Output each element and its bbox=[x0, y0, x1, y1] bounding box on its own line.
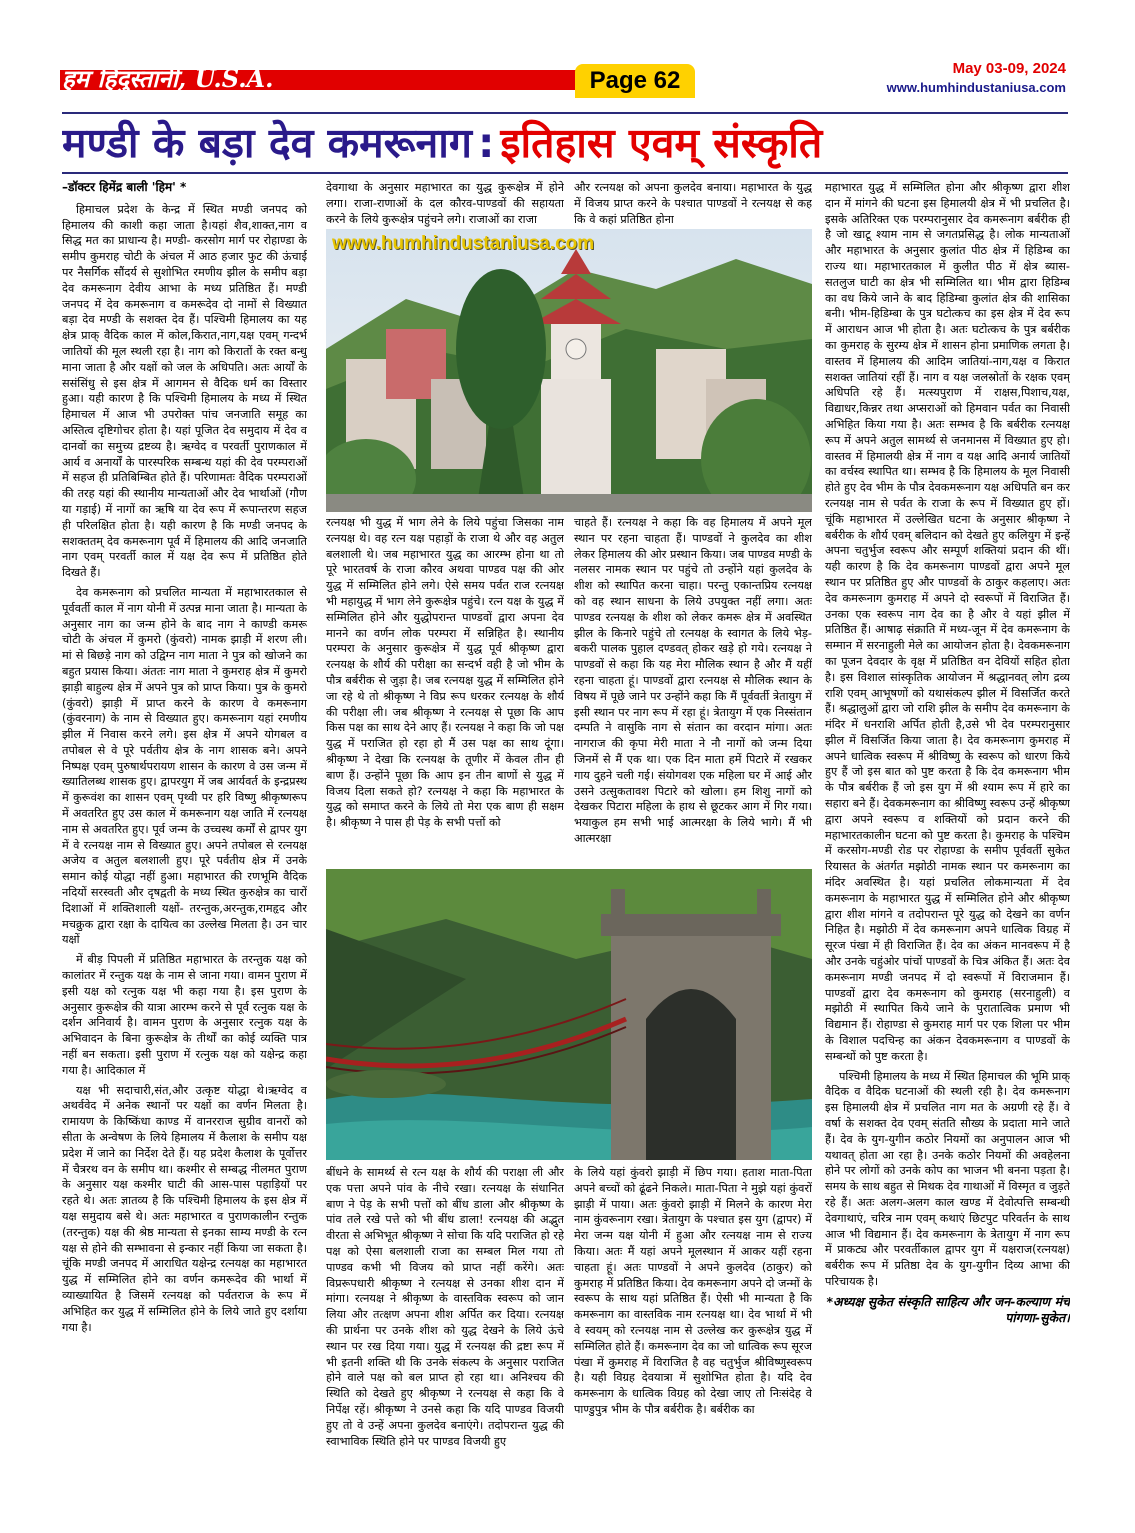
headline-part-1: मण्डी के बड़ा देव कमरूनाग bbox=[62, 119, 472, 167]
paragraph: महाभारत युद्ध में सम्मिलित होना और श्रीकृष्ण द्वारा शीश दान में मांगने की घटना इस हिमालयी क्षेत्र में भी प्रचलित है। इसके अतिरिक्त एक परम्परानुसार देव कमरूनाग बर्बरीक ही है जो खाटू श्याम नाम से जगतप्रसिद्ध है। लोक मान्यताओं और महाभारत के अनुसार कुलांत पीठ क्षेत्र में हिडिम्ब का राज्य था। महाभारतकाल में कुलीत पीठ में क्षेत्र ब्यास-सतलुज घाटी का क्षेत्र भी सम्मिलित था। भीम द्वारा हिडिम्ब का वध किये जाने के बाद हिडिम्बा कुलांत क्षेत्र की शासिका बनी। भीम-हिडिम्बा के पुत्र घटोत्कच का इस क्षेत्र में देव रूप में आराधन आज भी होता है। अतः घटोत्कच के पुत्र बर्बरीक का कुमराह के सुरम्य क्षेत्र में शासन होना प्रमाणिक लगता है। वास्तव में हिमालय की आदिम जातियां-नाग,यक्ष व किरात सशक्त जातियां रहीं हैं। नाग व यक्ष जलस्रोतों के रक्षक एवम् अधिपति रहे हैं। मत्स्यपुराण में राक्षस,पिशाच,यक्ष, विद्याधर,किन्नर तथा अप्सराओं को हिमवान पर्वत का निवासी अभिहित किया गया है। अतः सम्भव है कि बर्बरीक रत्नयक्ष रूप में अपने अतुल सामर्थ्य से जनमानस में विख्यात हुए हो। वास्तव में हिमालयी क्षेत्र में नाग व यक्ष आदि अनार्य जातियों का वर्चस्व स्थापित था। सम्भव है कि हिमालय के मूल निवासी होते हुए देव भीम के पौत्र देवकमरूनाग यक्ष अधिपति बन कर रत्नयक्ष नाम से पर्वत के राजा के रूप में विख्यात हुए हों। चूंकि महाभारत में उल्लेखित घटना के अनुसार श्रीकृष्ण ने बर्बरीक के शौर्य एवम् बलिदान को देखते हुए कलियुग में इन्हें अपना चतुर्भुज स्वरूप और सम्पूर्ण शक्तियां प्रदान की थीं। यही कारण है कि देव कमरूनाग पाण्डवों द्वारा अपने मूल स्थान पर प्रतिष्ठित हुए और पाण्डवों के ठाकुर कहलाए। अतः देव कमरूनाग कुमराह में अपने दो स्वरूपों में विराजित हैं। उनका एक स्वरूप नाग देव का है और वे यहां झील में प्रतिष्ठित हैं। आषाढ़ संक्राति में मध्य-जून में देव कमरूनाग के सम्मान में सरनाहुली मेले का आयोजन होता है। देवकमरूनाग का पूजन देवदार के वृक्ष में प्रतिष्ठित वन देवियों सहित होता है। इस विशाल सांस्कृतिक आयोजन में श्रद्धानवत् लोग द्रव्य राशि एवम् आभूषणों को यथासंकल्प झील में विसर्जित करते हैं। श्रद्धालुओं द्वारा जो राशि झील के समीप देव कमरूनाग के मंदिर में धनराशि अर्पित होती है,उसे भी देव परम्परानुसार झील में विसर्जित किया जाता है। देव कमरूनाग कुमराह में अपने धात्विक स्वरूप में श्रीविष्णु के स्वरूप को धारण किये हुए हैं जो इस बात को पुष्ट करता है कि देव कमरूनाग भीम के पौत्र बर्बरीक हैं जो इस युग में श्री श्याम रूप में हारे का सहारा बने हैं। देवकमरूनाग का श्रीविष्णु स्वरूप उन्हें श्रीकृष्ण द्वारा अपने स्वरूप व शक्तियों को प्रदान करने की महाभारतकालीन घटना को पुष्ट करता है। कुमराह के पश्चिम में करसोग-मण्डी रोड पर रोहाण्डा के समीप पूर्ववर्ती सुकेत रियासत के अंतर्गत मझोठी नामक स्थान पर कमरूनाग का मंदिर अवस्थित है। यहां प्रचलित लोकमान्यता में देव कमरूनाग के महाभारत युद्ध में सम्मिलित होने और श्रीकृष्ण द्वारा शीश मांगने व तदोपरान्त पूरे युद्ध को देखने का वर्णन निहित है। मझोठी में देव कमरूनाग अपने धात्विक विग्रह में सूरज पंखा में ही विराजित हैं। देव का अंकन मानवरूप में है और उनके चहुंओर पांचों पाण्डवों के चित्र अंकित हैं। अतः देव कमरूनाग मण्डी जनपद में दो स्वरूपों में विराजमान हैं। पाण्डवों द्वारा देव कमरूनाग को कुमराह (सरनाहुली) व मझोठी में स्थापित किये जाने के पुरातात्विक प्रमाण भी विद्यमान हैं। रोहाण्डा से कुमराह मार्ग पर एक शिला पर भीम के विशाल पदचिन्ह का अंकन देवकमरूनाग व पाण्डवों के सम्बन्धों को पुष्ट करता है। bbox=[825, 181, 1070, 1063]
article-column-1 bbox=[62, 180, 307, 1470]
article-column-4 bbox=[825, 180, 1070, 1480]
headline-part-2: इतिहास एवम् संस्कृति bbox=[500, 119, 823, 167]
article-column-3-bottom bbox=[574, 1165, 812, 1470]
article-column-2-bottom bbox=[326, 1165, 564, 1470]
article-column-3-top bbox=[574, 180, 812, 228]
paragraph: देवगाथा के अनुसार महाभारत का युद्ध कुरूक्षेत्र में होने लगा। राजा-राणाओं के दल कौरव-पाण्डवों की सहायता करने के लिये कुरूक्षेत्र पहुंचने लगे। राजाओं का राजा bbox=[326, 181, 564, 226]
article-column-3-middle bbox=[574, 515, 812, 867]
paragraph: हिमाचल प्रदेश के केन्द्र में स्थित मण्डी जनपद को हिमालय की काशी कहा जाता है।यहां शैव,शाक्त,नाग व सिद्ध मत का प्राधान्य है। मण्डी- करसोग मार्ग पर रोहाण्डा के समीप कुमराह चोटी के अंचल में आठ हजार फुट की ऊंचाई पर नैसर्गिक सौंदर्य से सुशोभित रमणीय झील के समीप बड़ा देव कमरूनाग देवीय आभा के मध्य प्रतिष्ठित हैं। मण्डी जनपद में देव कमरूनाग व कमरूदेव दो नामों से विख्यात बड़ा देव मण्डी के सशक्त देव हैं। पश्चिमी हिमालय का यह क्षेत्र प्राक् वैदिक काल में कोल,किरात,नाग,यक्ष एवम् गन्दर्भ जातियों की मूल स्थली रहा है। नाग को किरातों के रक्त बन्धु माना जाता है और यक्षों को जल के अधिपति। अतः आर्यों के ससंसिंधु से इस क्षेत्र में आगमन से वैदिक धर्म का विस्तार हुआ। यही कारण है कि पश्चिमी हिमालय के मध्य में स्थित हिमाचल में आज भी उपरोक्त पांच जनजाति समूह का अस्तित्व दृष्टिगोचर होता है। यहां पूजित देव समुदाय में देव व दानवों का समुच्य द्रष्टव्य है। ऋग्वेद व परवर्ती पुराणकाल में आर्य व अनार्यों के पारस्परिक सम्बन्ध यहां की देव परम्पराओं में सहज ही प्रतिबिम्बित होते हैं। परिणामतः वैदिक परम्पराओं की तरह यहां की स्थानीय मान्यताओं और देव भार्थाओं (गौण या गड़ाई) में नागों का ऋषि या देव रूप में रूपान्तरण सहज ही परिलक्षित होता है। यही कारण है कि मण्डी जनपद के सशक्ततम् देव कमरूनाग पूर्व में हिमालय की आदि जनजाति नाग एवम् परवर्ती काल में यक्ष देव रूप में प्रतिष्ठित होते दिखते हैं। bbox=[62, 202, 307, 580]
paragraph: चाहते हैं। रत्नयक्ष ने कहा कि वह हिमालय में अपने मूल स्थान पर रहना चाहता हैं। पाण्डवों ने कुलदेव का शीश लेकर हिमालय की ओर प्रस्थान किया। जब पाण्डव मण्डी के नलसर नामक स्थान पर पहुंचे तो उन्होंने यहां कुलदेव के शीश को स्थापित करना चाहा। परन्तु एकान्तप्रिय रत्नयक्ष को वह स्थान साधना के लिये उपयुक्त नहीं लगा। अतः पाण्डव रत्नयक्ष के शीश को लेकर कमरू क्षेत्र में अवस्थित झील के किनारे पहुंचे तो रत्नयक्ष के स्वागत के लिये भेड़-बकरी पालक पुहाल दण्डवत् होकर खड़े हो गये। रत्नयक्ष ने पाण्डवों से कहा कि यह मेरा मौलिक स्थान है और मैं यहीं रहना चाहता हूं। पाण्डवों द्वारा रत्नयक्ष से मौलिक स्थान के विषय में पूछे जाने पर उन्होंने कहा कि मैं पूर्ववर्ती त्रेतायुग में इसी स्थान पर नाग रूप में रहा हूं। त्रेतायुग में एक निस्संतान दम्पति ने वासुकि नाग से संतान का वरदान मांगा। अतः नागराज की कृपा मेरी माता ने नौ नागों को जन्म दिया जिनमें से मैं एक था। एक दिन माता हमें पिटारे में रखकर गाय दुहने चली गई। संयोगवश एक महिला घर में आई और उसने उत्सुकतावश पिटारे को खोला। हम शिशु नागों को देखकर पिटारा महिला के हाथ से छूटकर आग में गिर गया। भयाकुल हम सभी भाई आत्मरक्षा के लिये भागे। मैं भी आत्मरक्षा bbox=[574, 516, 812, 845]
website-link[interactable]: www.humhindustaniusa.com bbox=[886, 80, 1066, 95]
paragraph: के लिये यहां कुंवरो झाड़ी में छिप गया। हताश माता-पिता अपने बच्चों को ढूंढने निकले। माता-पिता ने मुझे यहां कुंवरों झाड़ी में पाया। अतः कुंवरो झाड़ी में मिलने के कारण मेरा नाम कुंवरूनाग रखा। त्रेतायुग के पश्चात इस युग (द्वापर) में मेरा जन्म यक्ष योनी में हुआ और रत्नयक्ष नाम से राज्य किया। अतः मैं यहां अपने मूलस्थान में आकर यहीं रहना चाहता हूं। अतः पाण्डवों ने अपने कुलदेव (ठाकुर) को कुमराह में प्रतिष्ठित किया। देव कमरूनाग अपने दो जन्मों के स्वरूप के साथ यहां प्रतिष्ठित हैं। ऐसी भी मान्यता है कि कमरूनाग का वास्तविक नाम रत्नयक्ष था। देव भार्था में भी वे स्वयम् को रत्नयक्ष नाम से उल्लेख कर कुरूक्षेत्र युद्ध में सम्मिलित होते हैं। कमरूनाग देव का जो धात्विक रूप सूरज पंखा में कुमराह में विराजित है वह चतुर्भुज श्रीविष्णुस्वरूप है। यही विग्रह देवयात्रा में सुशोभित होता है। यदि देव कमरूनाग के धात्विक विग्रह को देखा जाए तो निःसंदेह वे पाण्डुपुत्र भीम के पौत्र बर्बरीक है। बर्बरीक का bbox=[574, 1166, 812, 1416]
headline-separator: : bbox=[477, 119, 495, 167]
issue-date: May 03-09, 2024 bbox=[952, 60, 1066, 77]
masthead-title: हम हिंदुस्तानी, U.S.A. bbox=[62, 64, 274, 93]
page-number: Page 62 bbox=[575, 64, 695, 98]
temple-photo bbox=[326, 229, 812, 512]
paragraph: और रत्नयक्ष को अपना कुलदेव बनाया। महाभारत के युद्ध में विजय प्राप्त करने के पश्चात पाण्डवों ने रत्नयक्ष से कह कि वे कहां प्रतिष्ठित होना bbox=[574, 181, 812, 226]
page-header bbox=[0, 0, 1135, 110]
bridge-photo bbox=[326, 869, 812, 1160]
article-headline bbox=[62, 112, 1068, 174]
paragraph: बींधने के सामर्थ्य से रत्न यक्ष के शौर्य की पराक्षा ली और एक पत्ता अपने पांव के नीचे रखा। रत्नयक्ष के संधानित बाण ने पेड़ के सभी पत्तों को बींध डाला और श्रीकृष्ण के पांव तले रखे पत्ते को भी बींध डाला! रत्नयक्ष की अद्भुत वीरता से अभिभूत श्रीकृष्ण ने सोचा कि यदि पराजित हो रहे पक्ष को ऐसा बलशाली राजा का सम्बल मिल गया तो पाण्डव कभी भी विजय को प्राप्त नहीं करेंगे। अतः विप्ररूपधारी श्रीकृष्ण ने रत्नयक्ष से उनका शीश दान में मांगा। रत्नयक्ष ने श्रीकृष्ण के वास्तविक स्वरूप को जान लिया और तत्क्षण अपना शीश अर्पित कर दिया। रत्नयक्ष की प्रार्थना पर उनके शीश को युद्ध देखने के लिये ऊंचे स्थान पर रख दिया गया। युद्ध में रत्नयक्ष की द्रष्टा रूप में भी इतनी शक्ति थी कि उनके संकल्प के अनुसार पराजित होने वाले पक्ष को बल प्राप्त हो रहा था। अनिश्चय की स्थिति को देखते हुए श्रीकृष्ण ने रत्नयक्ष से कहा कि वे निर्पेक्ष रहें। श्रीकृष्ण ने उनसे कहा कि यदि पाण्डव विजयी हुए तो वे उन्हें अपना कुलदेव बनाएंगे। तदोपरान्त युद्ध की स्वाभाविक स्थिति होने पर पाण्डव विजयी हुए bbox=[326, 1166, 564, 1448]
article-column-2-top bbox=[326, 180, 564, 228]
photo-watermark: www.humhindustaniusa.com bbox=[332, 233, 595, 254]
article-column-2-middle bbox=[326, 515, 564, 867]
paragraph: पश्चिमी हिमालय के मध्य में स्थित हिमाचल की भूमि प्राक् वैदिक व वैदिक घटनाओं की स्थली रही है। देव कमरूनाग इस हिमालयी क्षेत्र में प्रचलित नाग मत के अग्रणी रहे हैं। वे वर्षा के सशक्त देव एवम् संतति सौख्य के प्रदाता माने जाते हैं। देव के युग-युगीन कठोर नियमों का अनुपालन आज भी यथावत् होता आ रहा है। उनके कठोर नियमों की अवहेलना होने पर लोगों को उनके कोप का भाजन भी बनना पड़ता है। समय के साथ बहुत से मिथक देव गाथाओं में विस्मृत व जुड़ते रहे हैं। अतः अलग-अलग काल खण्ड में देवोत्पत्ति सम्बन्धी देवगाथाएं, चरित्र नाम एवम् कथाएं छिटपुट परिवर्तन के साथ आज भी विद्यमान हैं। देव कमरूनाग के त्रेतायुग में नाग रूप में प्राकट्य और परवर्तीकाल द्वापर युग में यक्षराज(रत्नयक्ष) बर्बरीक रूप में प्रतिष्ठा देव के युग-युगीन दिव्य आभा की परिचायक है। bbox=[825, 1069, 1070, 1288]
bridge-illustration bbox=[326, 869, 812, 1160]
byline: –डॉक्टर हिमेंद्र बाली 'हिम' * bbox=[62, 180, 187, 194]
temple-illustration bbox=[326, 229, 812, 512]
paragraph: में बीड़ पिपली में प्रतिष्ठित महाभारत के तरन्तुक यक्ष को कालांतर में रन्तुक यक्ष के नाम से जाना गया। वामन पुराण में इसी यक्ष को रत्नुक यक्ष भी कहा गया है। इस पुराण के अनुसार कुरूक्षेत्र की यात्रा आरम्भ करने से पूर्व रत्नुक यक्ष के दर्शन अनिवार्य है। वामन पुराण के अनुसार रत्नुक यक्ष के अभिवादन के बिना कुरूक्षेत्र के तीर्थों का कोई व्यक्ति पात्र नहीं बन सकता। इसी पुराण में रत्नुक यक्ष को यक्षेन्द्र कहा गया है। आदिकाल में bbox=[62, 953, 307, 1077]
paragraph: रत्नयक्ष भी युद्ध में भाग लेने के लिये पहुंचा जिसका नाम रत्नयक्ष थे। वह रत्न यक्ष पहाड़ों के राजा थे और वह अतुल बलशाली थे। जब महाभारत युद्ध का आरम्भ होना था तो पूरे भारतवर्ष के राजा कौरव अथवा पाण्डव पक्ष की ओर युद्ध में सम्मिलित होने लगे। ऐसे समय पर्वत राज रत्नयक्ष भी महायुद्ध में भाग लेने कुरूक्षेत्र पहुंचे। रत्न यक्ष के युद्ध में सम्मिलित होने और युद्धोपरान्त पाण्डवों द्वारा अपना देव मानने का वर्णन लोक परम्परा में सन्निहित है। स्थानीय परम्परा के अनुसार कुरूक्षेत्र में युद्ध पूर्व श्रीकृष्ण द्वारा रत्नयक्ष के शौर्य की परीक्षा का सन्दर्भ वही है जो भीम के पौत्र बर्बरीक से जुड़ा है। जब रत्नयक्ष युद्ध में सम्मिलित होने जा रहे थे तो श्रीकृष्ण ने विप्र रूप धरकर रत्नयक्ष के शौर्य की परीक्षा ली। जब श्रीकृष्ण ने रत्नयक्ष से पूछा कि आप किस पक्ष का साथ देने आए हैं। रत्नयक्ष ने कहा कि जो पक्ष युद्ध में पराजित हो रहा हो मैं उस पक्ष का साथ दूंगा। श्रीकृष्ण ने देखा कि रत्नयक्ष के तूणीर में केवल तीन ही बाण हैं। उन्होंने पूछा कि आप इन तीन बाणों से युद्ध में विजय दिला सकते हो? रत्नयक्ष ने कहा कि महाभारत के युद्ध को समाप्त करने के लिये तो मेरा एक बाण ही सक्षम है। श्रीकृष्ण ने पास ही पेड़ के सभी पत्तों को bbox=[326, 516, 564, 830]
paragraph: देव कमरूनाग को प्रचलित मान्यता में महाभारतकाल से पूर्ववर्ती काल में नाग योनी में उत्पन्न माना जाता है। मान्यता के अनुसार नाग का जन्म होने के बाद नाग ने काण्डी कमरू चोटी के अंचल में कुमरो (कुंवरो) नामक झाड़ी में शरण ली। मां से बिछड़े नाग को उद्विग्न नाग माता ने पुत्र को खोजने का बहुत प्रयास किया। अंततः नाग माता ने कुमराह क्षेत्र में कुमरो झाड़ी बाहुल्य क्षेत्र में अपने पुत्र को प्राप्त किया। पुत्र के कुमरो (कुंवरो) झाड़ी में प्राप्त करने के कारण वे कमरूनाग (कुंवरनाग) के नाम से विख्यात हुए। कमरूनाग यहां रमणीय झील में निवास करने लगे। इस क्षेत्र में अपने योगबल व तपोबल से वे पूरे पर्वतीय क्षेत्र के नाग शासक बने। अपने निष्पक्ष एवम् पुरुषार्थपरायण शासन के कारण वे उस जन्म में ख्यातिलब्ध शासक हुए। द्वापरयुग में जब आर्यवर्त के इन्द्रप्रस्थ में कुरूवंश का शासन एवम् पृथ्वी पर हरि विष्णु श्रीकृष्णरूप में अवतरित हुए उस काल में कमरूनाग यक्ष जाति में रत्नयक्ष नाम से अवतरित हुए। पूर्व जन्म के उच्चस्थ कर्मों से द्वापर युग में वे रत्नयक्ष नाम से विख्यात हुए। अपने तपोबल से रत्नयक्ष अजेय व अतुल बलशाली हुए। पूरे पर्वतीय क्षेत्र में उनके समान कोई योद्धा नहीं हुआ। महाभारत की रणभूमि वैदिक नदियों सरस्वती और दृषद्वती के मध्य स्थित कुरुक्षेत्र का चारों दिशाओं में शक्तिशाली यक्षों- तरन्तुक,अरन्तुक,रामहृद और मचक्रुक द्वारा रक्षा के दायित्व का उल्लेख मिलता है। उन चार यक्षों bbox=[62, 585, 307, 947]
author-signature: *अध्यक्ष सुकेत संस्कृति साहित्य और जन-कल्याण मंच पांगणा-सुकेत। bbox=[826, 1293, 1070, 1325]
paragraph: यक्ष भी सदाचारी,संत,और उत्कृष्ट योद्धा थे।ऋग्वेद व अथर्ववेद में अनेक स्थानों पर यक्षों का वर्णन मिलता है। रामायण के किष्किंधा काण्ड में वानरराज सुग्रीव वानरों को सीता के अन्वेषण के लिये हिमालय में कैलाश के समीप यक्ष प्रदेश में जाने का निर्देश देते हैं। यह प्रदेश कैलाश के पूर्वोत्तर में चैत्ररथ वन के समीप था। कश्मीर से सम्बद्ध नीलमत पुराण के अनुसार यक्ष कश्मीर घाटी की आस-पास पहाड़ियों पर रहते थे। अतः ज्ञातव्य है कि पश्चिमी हिमालय के इस क्षेत्र में यक्ष समुदाय बसे थे। अतः महाभारत व पुराणकालीन रन्तुक (तरन्तुक) यक्ष की श्रेष्ठ मान्यता से इनका साम्य मण्डी के रत्न यक्ष से होने की सम्भावना से इन्कार नहीं किया जा सकता है। चूंकि मण्डी जनपद में आराधित यक्षेन्द्र रत्नयक्ष का महाभारत युद्ध में सम्मिलित होने का वर्णन कमरूदेव की भार्था में व्याख्यायित है जिसमें रत्नयक्ष को पर्वतराज के रूप में अभिहित कर युद्ध में सम्मिलित होने के लिये जाते हुए दर्शाया गया है। bbox=[62, 1083, 307, 1334]
